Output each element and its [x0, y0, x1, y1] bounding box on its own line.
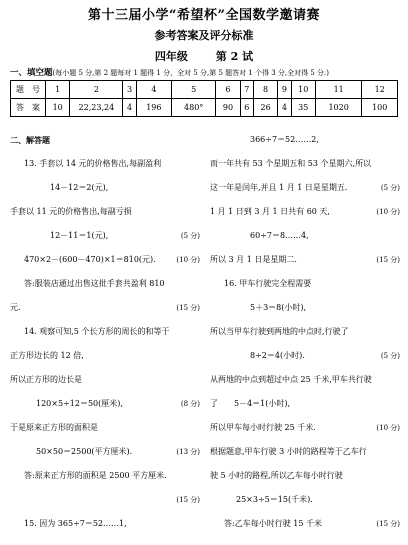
solution-text: 答:乙车每小时行驶 15 千米: [224, 519, 322, 528]
question-number-cell: 5: [172, 81, 216, 99]
solution-text: 驶 5 小时的路程,所以乙车每小时行驶: [210, 471, 343, 480]
solution-line: [10, 488, 200, 512]
question-number-cell: 10: [291, 81, 315, 99]
solution-text: 了 5－4＝1(小时),: [210, 399, 291, 408]
fill-heading-note: (每小题 5 分,第 2 题每对 1 题得 1 分，全对 5 分,第 5 题答对 1 个得 3 分,全对得 5 分.): [52, 69, 330, 77]
solution-line: [10, 368, 200, 392]
score-note: (10 分): [376, 424, 400, 432]
solution-text: 470×2－(600－470)×1＝810(元).: [24, 255, 156, 264]
question-number-cell: 2: [70, 81, 123, 99]
solution-text: 所以甲车每小时行驶 25 千米.: [210, 423, 316, 432]
score-note: (10 分): [376, 208, 400, 216]
solution-text: 14. 观察可知,5 个长方形的周长的和等于: [24, 327, 170, 336]
score-note: (13 分): [176, 448, 200, 456]
question-number-cell: 11: [315, 81, 362, 99]
round-label: 第 2 试: [215, 50, 254, 63]
answer-cell: 35: [291, 99, 315, 117]
answer-cell: 90: [216, 99, 240, 117]
solution-text: 8÷2＝4(小时).: [250, 351, 305, 360]
solution-line: [210, 152, 400, 176]
solution-line: [10, 344, 200, 368]
solution-line: [210, 512, 400, 536]
page-title: 第十三届小学“希望杯”全国数学邀请赛: [88, 8, 320, 23]
score-note: (10 分): [176, 256, 200, 264]
answer-cell: 22,23,24: [70, 99, 123, 117]
solution-text: 366÷7＝52……2,: [250, 135, 319, 144]
score-note: (5 分): [180, 232, 200, 240]
solution-text: 所以正方形的边长是: [10, 375, 82, 384]
solution-line: [210, 320, 400, 344]
answer-cell: 10: [46, 99, 70, 117]
solution-text: 120×5÷12＝50(厘米),: [36, 399, 123, 408]
solution-line: [210, 464, 400, 488]
answer-cell: 6: [240, 99, 253, 117]
question-number-row: [11, 81, 398, 99]
solution-line: [10, 152, 200, 176]
answer-cell: 26: [253, 99, 277, 117]
row-label: 题 号: [11, 81, 46, 99]
solution-line: [10, 128, 200, 152]
solution-text: 12－11＝1(元),: [50, 231, 109, 240]
solution-line: [10, 512, 200, 536]
question-number-cell: 6: [216, 81, 240, 99]
solution-line: [10, 224, 200, 248]
solution-line: [210, 224, 400, 248]
left-column: [10, 128, 200, 536]
score-note: (5 分): [380, 184, 400, 192]
solution-text: 60÷7＝8……4,: [250, 231, 309, 240]
solution-line: [10, 416, 200, 440]
solution-text: 手套以 11 元的价格售出,每副亏损: [10, 207, 132, 216]
solution-line: [10, 392, 200, 416]
row-label: 答 案: [11, 99, 46, 117]
solution-line: [210, 248, 400, 272]
answer-cell: 100: [362, 99, 398, 117]
solution-text: 二、解答题: [10, 135, 50, 145]
solution-line: [10, 464, 200, 488]
solution-text: 这一年是闰年,并且 1 月 1 日是星期五.: [210, 183, 348, 192]
solution-line: [10, 176, 200, 200]
solution-text: 正方形边长的 12 倍,: [10, 351, 84, 360]
answer-cell: 196: [136, 99, 171, 117]
solution-line: [10, 200, 200, 224]
solution-line: [210, 392, 400, 416]
solution-text: 16. 甲车行驶完全程需要: [224, 279, 312, 288]
solution-text: 15. 因为 365÷7＝52……1,: [24, 519, 127, 528]
solution-line: [210, 440, 400, 464]
solution-text: 根据题意,甲车行驶 3 小时的路程等于乙车行: [210, 447, 367, 456]
solution-line: [10, 248, 200, 272]
solution-text: 而一年共有 53 个星期五和 53 个星期六,所以: [210, 159, 372, 168]
solution-line: [210, 176, 400, 200]
score-note: (15 分): [176, 304, 200, 312]
answer-row: [11, 99, 398, 117]
score-note: (15 分): [376, 520, 400, 528]
page-subtitle: 参考答案及评分标准: [154, 29, 254, 42]
solution-text: 答:原来正方形的面积是 2500 平方厘米.: [24, 471, 167, 480]
grade-label: 四年级: [154, 50, 188, 63]
solution-line: [210, 296, 400, 320]
solution-text: 1 月 1 日到 3 月 1 日共有 60 天,: [210, 207, 330, 216]
score-note: (8 分): [180, 400, 200, 408]
solution-line: [10, 296, 200, 320]
answer-cell: 1020: [315, 99, 362, 117]
solution-text: 元.: [10, 303, 21, 312]
answer-cell: 4: [278, 99, 291, 117]
question-number-cell: 12: [362, 81, 398, 99]
solution-line: [210, 200, 400, 224]
question-number-cell: 7: [240, 81, 253, 99]
solution-line: [210, 272, 400, 296]
solution-line: [210, 344, 400, 368]
solution-text: 从两地的中点到超过中点 25 千米,甲车共行驶: [210, 375, 372, 384]
solution-line: [210, 416, 400, 440]
question-number-cell: 1: [46, 81, 70, 99]
score-note: (5 分): [380, 352, 400, 360]
question-number-cell: 9: [278, 81, 291, 99]
solution-text: 答:服装店通过出售这批手套共盈利 810: [24, 279, 165, 288]
solution-line: [10, 440, 200, 464]
solution-text: 50×50＝2500(平方厘米).: [36, 447, 133, 456]
solution-line: [10, 272, 200, 296]
fill-section-heading: [10, 66, 329, 78]
question-number-cell: 3: [123, 81, 136, 99]
answer-cell: 4: [123, 99, 136, 117]
solution-text: 5＋3＝8(小时),: [250, 303, 307, 312]
right-column: [210, 128, 400, 536]
solution-text: 所以 3 月 1 日是星期二.: [210, 255, 297, 264]
solution-line: [210, 128, 400, 152]
grade-line: [0, 48, 408, 64]
solution-line: [10, 320, 200, 344]
solution-line: [210, 488, 400, 512]
answer-cell: 480°: [172, 99, 216, 117]
question-number-cell: 8: [253, 81, 277, 99]
solution-text: 所以当甲车行驶到两地的中点时,行驶了: [210, 327, 349, 336]
fill-heading-text: 一、填空题: [10, 68, 53, 78]
answer-table: [10, 80, 398, 117]
score-note: (15 分): [176, 496, 200, 504]
solution-text: 14－12＝2(元),: [50, 183, 109, 192]
solution-line: [210, 368, 400, 392]
score-note: (15 分): [376, 256, 400, 264]
solution-text: 25×3÷5＝15(千米).: [236, 495, 313, 504]
solution-text: 于是原来正方形的面积是: [10, 423, 98, 432]
question-number-cell: 4: [136, 81, 171, 99]
solution-text: 13. 手套以 14 元的价格售出,每副盈利: [24, 159, 162, 168]
